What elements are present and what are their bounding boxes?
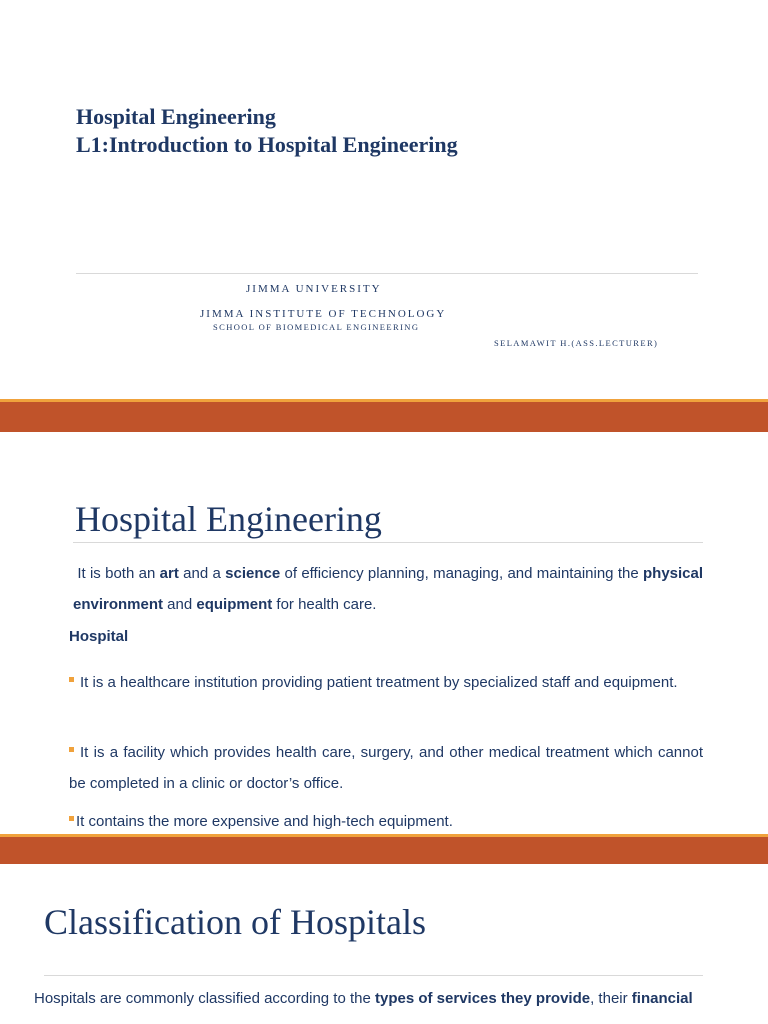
slide-separator: [0, 837, 768, 864]
bullet-square-icon: [69, 816, 74, 821]
hospital-subheading: Hospital: [69, 628, 129, 645]
university-name: JIMMA UNIVERSITY: [246, 283, 382, 295]
author-name: SELAMAWIT H.(ASS.LECTURER): [494, 338, 659, 348]
school-name: SCHOOL OF BIOMEDICAL ENGINEERING: [213, 322, 420, 332]
slide3-title-rule: [44, 975, 703, 976]
slide1-divider: [76, 273, 698, 274]
slide2-title-rule: [73, 542, 703, 543]
slide1-title: [76, 103, 458, 159]
classification-paragraph: Hospitals are commonly classified according to the types of services they provide, their financial: [34, 990, 693, 1007]
list-item: It contains the more expensive and high-tech equipment.: [69, 806, 703, 837]
definition-paragraph: It is both an art and a science of efficiency planning, managing, and maintaining the physical environment and equipment for health care.: [73, 565, 704, 613]
list-item: It is a facility which provides health care, surgery, and other medical treatment which cannot be completed in a clinic or doctor’s office.: [69, 744, 703, 792]
slide2-title: Hospital Engineering: [75, 499, 382, 539]
slide1-title-line2: L1:Introduction to Hospital Engineering: [76, 132, 458, 157]
list-item: It is a healthcare institution providing patient treatment by specialized staff and equipment.: [69, 667, 703, 698]
bullet-square-icon: [69, 747, 74, 752]
bullet-square-icon: [69, 677, 74, 682]
slide3-title: Classification of Hospitals: [44, 902, 426, 942]
institute-name: JIMMA INSTITUTE OF TECHNOLOGY: [200, 308, 447, 320]
slide1-title-line1: Hospital Engineering: [76, 104, 276, 129]
slide-separator: [0, 402, 768, 432]
